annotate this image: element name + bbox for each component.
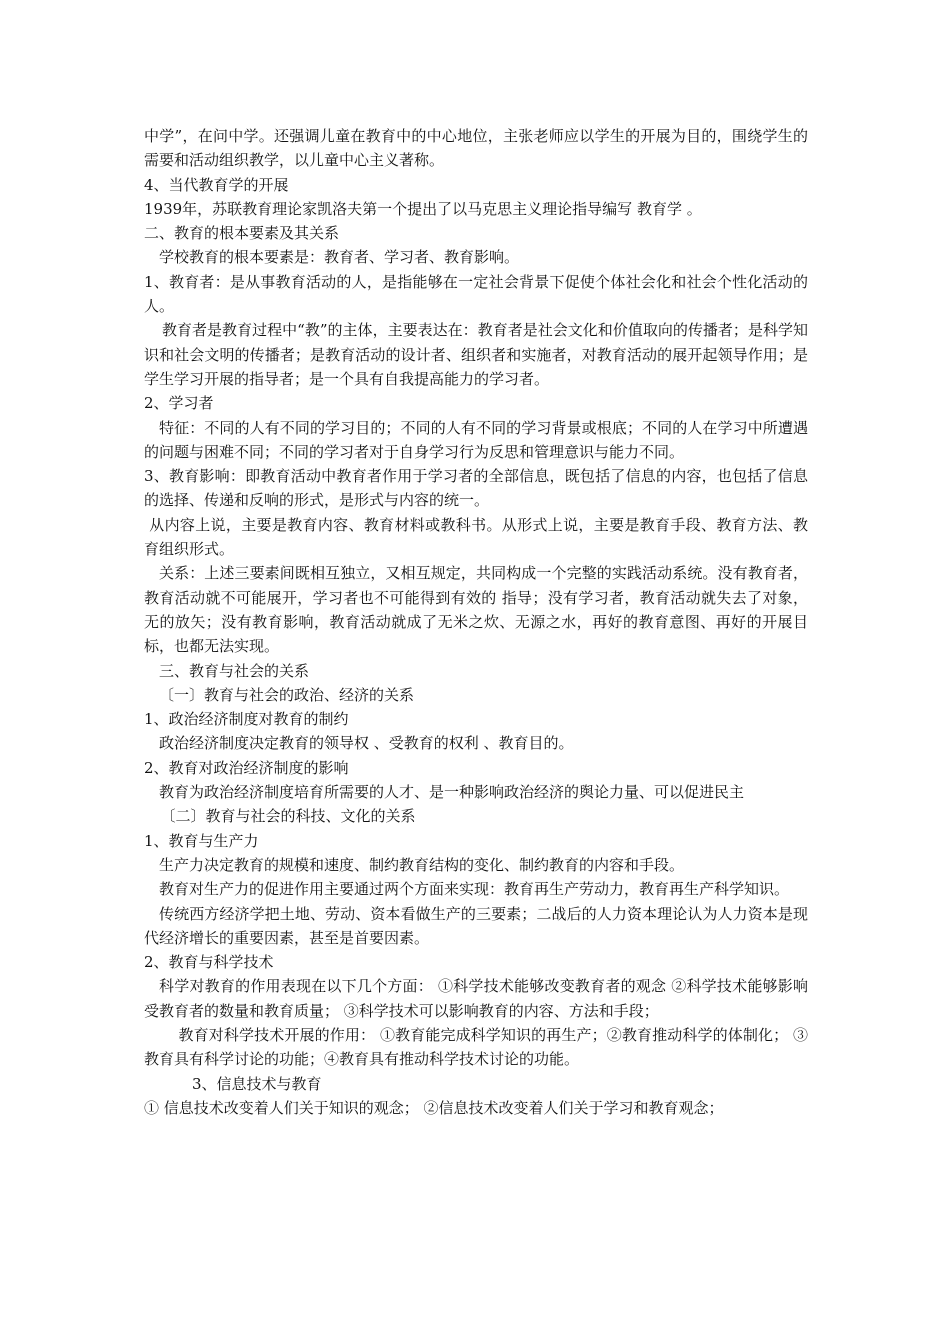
paragraph-text: 教育对科学技术开展的作用： ①教育能完成科学知识的再生产；②教育推动科学的体制化； ③教育具有科学讨论的功能；④教育具有推动科学技术讨论的功能。 bbox=[144, 1025, 808, 1069]
paragraph-text: 3、教育影响：即教育活动中教育者作用于学习者的全部信息，既包括了信息的内容，也包括了信息的选择、传递和反响的形式，是形式与内容的统一。 bbox=[144, 467, 808, 510]
section-heading: 1、教育与生产力 bbox=[144, 831, 259, 850]
section-heading: 2、教育对政治经济制度的影响 bbox=[144, 758, 349, 777]
paragraph-text: 1、教育者：是从事教育活动的人，是指能够在一定社会背景下促使个体社会化和社会个性化活动的人。 bbox=[144, 272, 808, 316]
section-heading: 2、学习者 bbox=[144, 394, 214, 413]
paragraph-text: 科学对教育的作用表现在以下几个方面： ①科学技术能够改变教育者的观念 ②科学技术能够影响受教育者的数量和教育质量； ③科学技术可以影响教育的内容、方法和手段； bbox=[144, 977, 808, 1020]
paragraph-text: 教育者是教育过程中“教”的主体，主要表达在：教育者是社会文化和价值取向的传播者；是科学知识和社会文明的传播者；是教育活动的设计者、组织者和实施者，对教育活动的展开起领导作用；是学生学习开展的指导者；是一个具有自我提高能力的学习者。 bbox=[144, 321, 808, 388]
paragraph-text: 1939年，苏联教育理论家凯洛夫第一个提出了以马克思主义理论指导编写 教育学 。 bbox=[144, 199, 702, 218]
paragraph-text: 教育对生产力的促进作用主要通过两个方面来实现：教育再生产劳动力，教育再生产科学知识。 bbox=[159, 880, 790, 899]
section-heading: 4、当代教育学的开展 bbox=[144, 175, 289, 194]
paragraph-text: 政治经济制度决定教育的领导权 、受教育的权利 、教育目的。 bbox=[159, 734, 574, 753]
document-page bbox=[144, 124, 808, 1120]
section-heading: 二、教育的根本要素及其关系 bbox=[144, 224, 340, 243]
paragraph-text: 生产力决定教育的规模和速度、制约教育结构的变化、制约教育的内容和手段。 bbox=[159, 855, 685, 874]
paragraph-text: 教育为政治经济制度培育所需要的人才、是一种影响政治经济的舆论力量、可以促进民主 bbox=[159, 783, 745, 802]
paragraph-text: 从内容上说，主要是教育内容、教育材料或教科书。从形式上说，主要是教育手段、教育方法、教育组织形式。 bbox=[144, 515, 808, 559]
paragraph-text: 特征：不同的人有不同的学习目的；不同的人有不同的学习背景或根底；不同的人在学习中所遭遇的问题与困难不同；不同的学习者对于自身学习行为反思和管理意识与能力不同。 bbox=[144, 418, 808, 461]
section-heading: 3、信息技术与教育 bbox=[192, 1074, 322, 1093]
paragraph-text: 中学”，在问中学。还强调儿童在教育中的中心地位，主张老师应以学生的开展为目的，围绕学生的需要和活动组织教学，以儿童中心主义著称。 bbox=[144, 127, 808, 170]
section-heading: 2、教育与科学技术 bbox=[144, 953, 274, 972]
paragraph-text: ① 信息技术改变着人们关于知识的观念； ②信息技术改变着人们关于学习和教育观念； bbox=[144, 1098, 724, 1117]
section-heading: 1、政治经济制度对教育的制约 bbox=[144, 710, 349, 729]
paragraph-text: 关系：上述三要素间既相互独立，又相互规定，共同构成一个完整的实践活动系统。没有教育者，教育活动就不可能展开，学习者也不可能得到有效的 指导；没有学习者，教育活动就失去了对象，无的放矢；没有教育影响，教育活动就成了无米之炊、无源之水，再好的教育意图、再好的开展目标，也都无法实现。 bbox=[144, 564, 808, 656]
section-heading: 〔二〕教育与社会的科技、文化的关系 bbox=[160, 807, 416, 826]
section-heading: 三、教育与社会的关系 bbox=[159, 661, 310, 680]
paragraph-text: 学校教育的根本要素是：教育者、学习者、教育影响。 bbox=[159, 248, 520, 267]
paragraph-text: 传统西方经济学把土地、劳动、资本看做生产的三要素；二战后的人力资本理论认为人力资本是现代经济增长的重要因素，甚至是首要因素。 bbox=[144, 904, 808, 947]
section-heading: 〔一〕教育与社会的政治、经济的关系 bbox=[159, 685, 415, 704]
